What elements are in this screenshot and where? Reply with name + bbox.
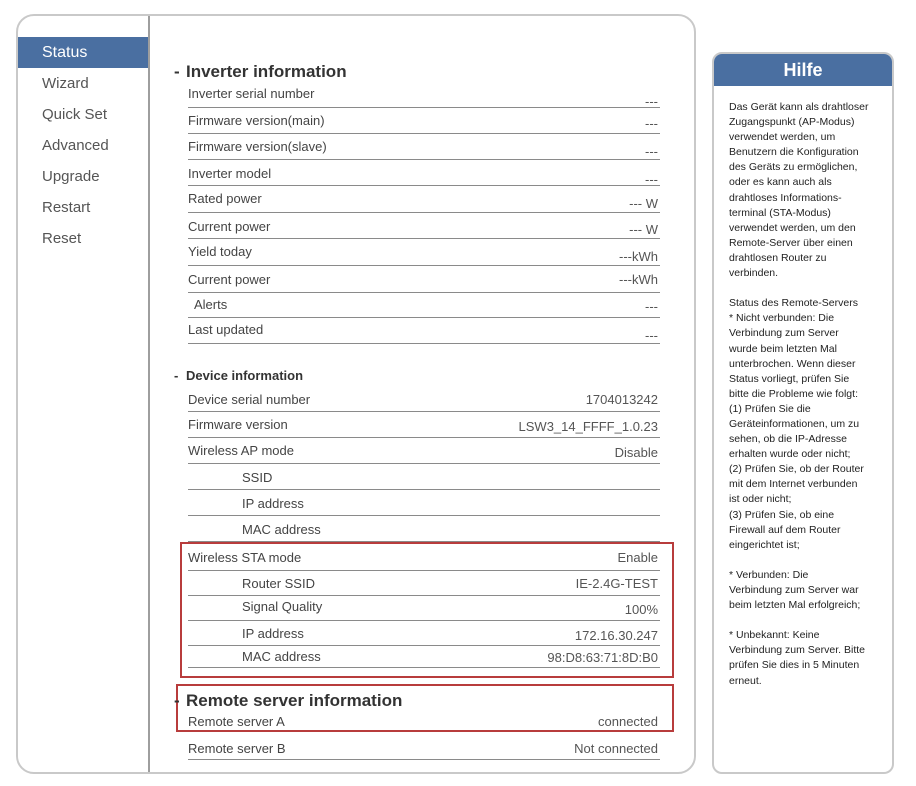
nav-item-upgrade[interactable]: Upgrade [42,168,100,185]
device-row: Wireless STA mode Enable [188,546,660,571]
device-row: Firmware version LSW3_14_FFFF_1.0.23 [188,412,660,438]
inverter-row: Last updated --- [188,318,660,344]
device-row: SSID [188,464,660,490]
help-panel [712,52,894,774]
inverter-row: Inverter model --- [188,160,660,186]
nav-item-status[interactable]: Status [18,37,148,68]
inverter-row: Current power ---kWh [188,266,660,293]
remote-row: Remote server B Not connected [188,736,660,760]
device-row: MAC address 98:D8:63:71:8D:B0 [188,646,660,668]
inverter-row: Alerts --- [188,293,660,318]
device-row: Router SSID IE-2.4G-TEST [188,571,660,596]
inverter-section-title: - Inverter information [174,62,347,81]
status-panel [16,14,696,774]
inverter-row: Current power --- W [188,213,660,239]
device-row: IP address 172.16.30.247 [188,621,660,646]
nav-item-wizard[interactable]: Wizard [42,75,89,92]
nav-item-advanced[interactable]: Advanced [42,137,109,154]
nav-item-quick-set[interactable]: Quick Set [42,106,108,123]
device-row: Device serial number 1704013242 [188,386,660,412]
status-content [174,16,664,772]
help-title: Hilfe [714,54,892,86]
device-row: Signal Quality 100% [188,596,660,621]
sidebar-nav [18,16,150,772]
inverter-row: Firmware version(main) --- [188,108,660,134]
nav-item-reset[interactable]: Reset [42,230,82,247]
remote-row: Remote server A connected [188,714,658,729]
device-row: IP address [188,490,660,516]
remote-section-title: - Remote server information [174,691,403,710]
device-section-title: - Device information [174,368,304,383]
inverter-row: Yield today ---kWh [188,239,660,266]
inverter-row: Firmware version(slave) --- [188,134,660,160]
device-row: MAC address [188,516,660,542]
inverter-row: Rated power --- W [188,186,660,213]
help-text: Das Gerät kann als drahtloser Zugangspunkt (AP-Modus) verwendet werden, um Benutzern die Konfiguration des Geräts zu ermöglichen, oder es kann auch als drahtloses Informations- terminal (STA-Modus) verwendet werden, um den Remote-Server über einen drahtlosen Router zu verbinden. Status des Remote-Servers * Nicht verbunden: Die Verbindung zum Server wurde beim letzten Mal unterbrochen. Wenn dieser Status vorliegt, prüfen Sie bitte die Probleme wie folgt: (1) Prüfen Sie die Geräteinformationen, um zu sehen, ob die IP-Adresse erhalten wurde oder nicht; (2) Prüfen Sie, ob der Router mit dem Internet verbunden ist oder nicht; (3) Prüfen Sie, ob eine Firewall auf dem Router eingerichtet ist; * Verbunden: Die Verbindung zum Server war beim letzten Mal erfolgreich; * Unbekannt: Keine Verbindung zum Server. Bitte prüfen Sie dies in 5 Minuten erneut. [729,101,869,687]
nav-item-restart[interactable]: Restart [42,199,91,216]
device-row: Wireless AP mode Disable [188,438,660,464]
inverter-row: Inverter serial number --- [188,86,658,109]
